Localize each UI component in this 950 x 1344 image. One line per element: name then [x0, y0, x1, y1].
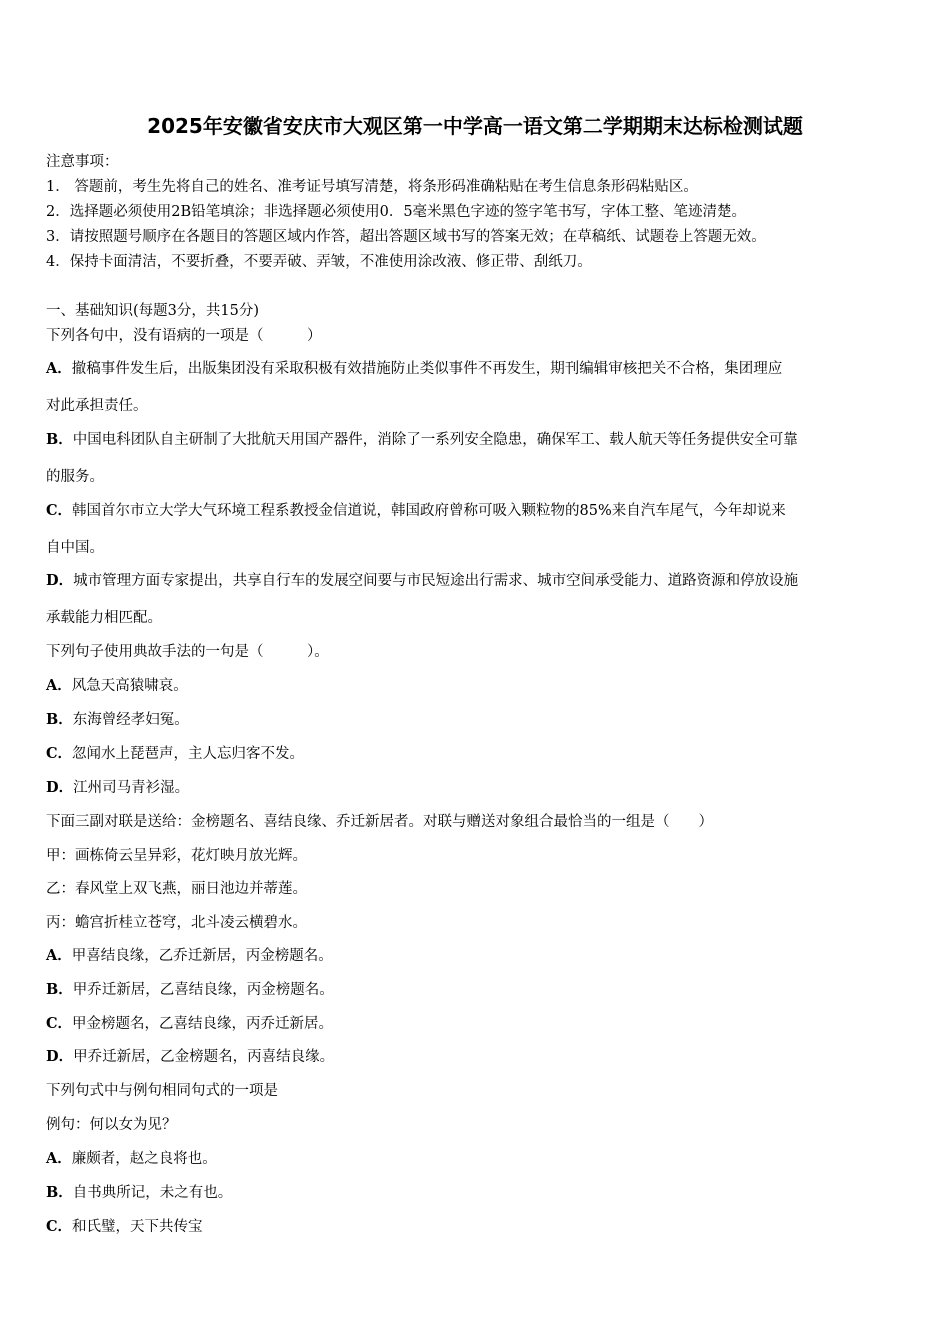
q3-option-b [46, 980, 334, 1000]
question-4-stem: 下列句式中与例句相同句式的一项是 [46, 1083, 278, 1099]
q3-option-c [46, 1014, 333, 1034]
q1-option-d-cont: 承载能力相匹配。 [46, 610, 162, 626]
option-text: 江州司马青衫湿。 [73, 780, 190, 796]
option-text: 甲乔迁新居，乙喜结良缘，丙金榜题名。 [72, 982, 334, 998]
option-text: 甲金榜题名，乙喜结良缘，丙乔迁新居。 [72, 1016, 334, 1032]
option-label: C． [46, 502, 73, 519]
q3-option-a [46, 946, 333, 966]
option-label: D． [46, 779, 74, 796]
notice-heading: 注意事项： [46, 154, 119, 170]
q4-option-b [46, 1183, 232, 1203]
option-text: 和氏璧，天下共传宝 [72, 1219, 203, 1235]
option-text: 风急天高猿啸哀。 [71, 678, 188, 694]
option-label: A． [46, 360, 72, 377]
option-text: 中国电科团队自主研制了大批航天用国产器件，消除了一系列安全隐患，确保军工、载人航天等任务提供安全可靠 [72, 432, 798, 448]
option-text: 东海曾经孝妇冤。 [72, 712, 189, 728]
option-text: 撤稿事件发生后，出版集团没有采取积极有效措施防止类似事件不再发生，期刊编辑审核把关不合格，集团理应 [71, 361, 783, 377]
q4-option-c [46, 1217, 203, 1237]
notice-item-4: 4．保持卡面清洁，不要折叠，不要弄破、弄皱，不准使用涂改液、修正带、刮纸刀。 [46, 254, 592, 270]
option-label: D． [46, 572, 74, 589]
q1-option-b [46, 430, 798, 450]
option-text: 廉颇者，赵之良将也。 [71, 1151, 217, 1167]
q1-option-a [46, 359, 782, 379]
option-label: A． [46, 1150, 72, 1167]
q2-option-d [46, 778, 189, 798]
q1-option-c-cont: 自中国。 [46, 540, 104, 556]
option-label: B． [46, 1184, 73, 1201]
question-2-stem: 下列句子使用典故手法的一句是（ ）。 [46, 644, 329, 660]
option-label: A． [46, 677, 72, 694]
q4-example: 例句：何以女为见？ [46, 1117, 177, 1133]
option-label: C． [46, 1015, 73, 1032]
section-heading: 一、基础知识(每题3分，共15分) [46, 303, 259, 319]
q3-couplet-jia: 甲：画栋倚云呈异彩，花灯映月放光辉。 [46, 848, 307, 864]
notice-item-3: 3．请按照题号顺序在各题目的答题区域内作答，超出答题区域书写的答案无效；在草稿纸、试题卷上答题无效。 [46, 229, 766, 245]
option-label: C． [46, 745, 73, 762]
q3-couplet-bing: 丙：蟾宫折桂立苍穹，北斗凌云横碧水。 [46, 915, 307, 931]
q2-option-a [46, 676, 188, 696]
page-title: 2025年安徽省安庆市大观区第一中学高一语文第二学期期末达标检测试题 [147, 114, 803, 138]
q4-option-a [46, 1149, 217, 1169]
q2-option-b [46, 710, 189, 730]
option-text: 忽闻水上琵琶声，主人忘归客不发。 [72, 746, 305, 762]
q3-couplet-yi: 乙：春风堂上双飞燕，丽日池边并蒂莲。 [46, 881, 307, 897]
option-label: B． [46, 981, 73, 998]
option-label: B． [46, 431, 73, 448]
option-text: 城市管理方面专家提出，共享自行车的发展空间要与市民短途出行需求、城市空间承受能力、道路资源和停放设施 [73, 573, 799, 589]
notice-item-2: 2．选择题必须使用2B铅笔填涂；非选择题必须使用0．5毫米黑色字迹的签字笔书写，字体工整、笔迹清楚。 [46, 204, 747, 220]
q1-option-d [46, 571, 798, 591]
q1-option-b-cont: 的服务。 [46, 469, 104, 485]
option-text: 甲喜结良缘，乙乔迁新居，丙金榜题名。 [71, 948, 333, 964]
option-text: 韩国首尔市立大学大气环境工程系教授金信道说，韩国政府曾称可吸入颗粒物的85%来自汽车尾气，今年却说来 [72, 503, 786, 519]
option-text: 自书典所记，未之有也。 [72, 1185, 233, 1201]
question-1-stem: 下列各句中，没有语病的一项是（ ） [46, 328, 322, 344]
option-label: D． [46, 1048, 74, 1065]
q1-option-a-cont: 对此承担责任。 [46, 398, 148, 414]
q2-option-c [46, 744, 304, 764]
option-label: A． [46, 947, 72, 964]
q3-option-d [46, 1047, 334, 1067]
option-text: 甲乔迁新居，乙金榜题名，丙喜结良缘。 [73, 1049, 335, 1065]
option-label: C． [46, 1218, 73, 1235]
option-label: B． [46, 711, 73, 728]
question-3-stem: 下面三副对联是送给：金榜题名、喜结良缘、乔迁新居者。对联与赠送对象组合最恰当的一组是（ ） [46, 814, 713, 830]
q1-option-c [46, 501, 786, 521]
notice-item-1: 1． 答题前，考生先将自己的姓名、准考证号填写清楚，将条形码准确粘贴在考生信息条形码粘贴区。 [46, 179, 698, 195]
